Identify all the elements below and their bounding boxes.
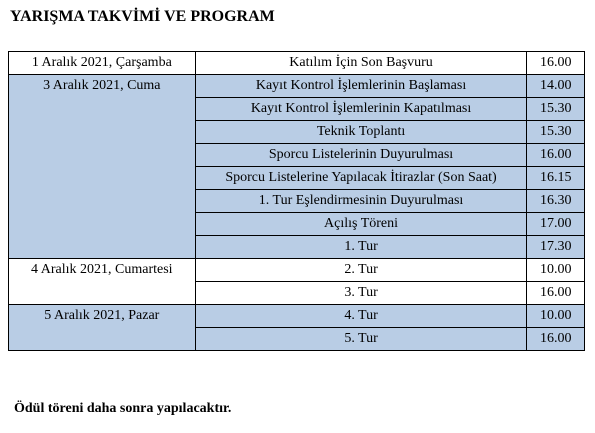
time-cell: 14.00: [527, 75, 585, 98]
time-cell: 16.00: [527, 282, 585, 305]
time-cell: 16.00: [527, 52, 585, 75]
time-cell: 16.30: [527, 190, 585, 213]
event-cell: 4. Tur: [195, 305, 527, 328]
date-cell: 1 Aralık 2021, Çarşamba: [9, 52, 196, 75]
page-heading: YARIŞMA TAKVİMİ VE PROGRAM: [10, 8, 275, 25]
event-cell: Açılış Töreni: [195, 213, 527, 236]
time-cell: 10.00: [527, 259, 585, 282]
event-cell: 5. Tur: [195, 328, 527, 351]
schedule-table-body: [9, 52, 585, 351]
schedule-row: [9, 305, 585, 328]
time-cell: 15.30: [527, 121, 585, 144]
event-cell: 2. Tur: [195, 259, 527, 282]
event-cell: 1. Tur Eşlendirmesinin Duyurulması: [195, 190, 527, 213]
time-cell: 16.00: [527, 144, 585, 167]
footer-note: Ödül töreni daha sonra yapılacaktır.: [14, 401, 232, 416]
time-cell: 16.00: [527, 328, 585, 351]
time-cell: 10.00: [527, 305, 585, 328]
date-cell: 3 Aralık 2021, Cuma: [9, 75, 196, 259]
schedule-table: [8, 51, 585, 351]
event-cell: Sporcu Listelerinin Duyurulması: [195, 144, 527, 167]
schedule-row: [9, 259, 585, 282]
date-cell: 5 Aralık 2021, Pazar: [9, 305, 196, 351]
event-cell: Sporcu Listelerine Yapılacak İtirazlar (Son Saat): [195, 167, 527, 190]
event-cell: Kayıt Kontrol İşlemlerinin Kapatılması: [195, 98, 527, 121]
time-cell: 17.30: [527, 236, 585, 259]
time-cell: 16.15: [527, 167, 585, 190]
event-cell: Teknik Toplantı: [195, 121, 527, 144]
time-cell: 15.30: [527, 98, 585, 121]
schedule-row: [9, 52, 585, 75]
event-cell: Katılım İçin Son Başvuru: [195, 52, 527, 75]
date-cell: 4 Aralık 2021, Cumartesi: [9, 259, 196, 305]
time-cell: 17.00: [527, 213, 585, 236]
event-cell: 1. Tur: [195, 236, 527, 259]
event-cell: Kayıt Kontrol İşlemlerinin Başlaması: [195, 75, 527, 98]
event-cell: 3. Tur: [195, 282, 527, 305]
schedule-row: [9, 75, 585, 98]
